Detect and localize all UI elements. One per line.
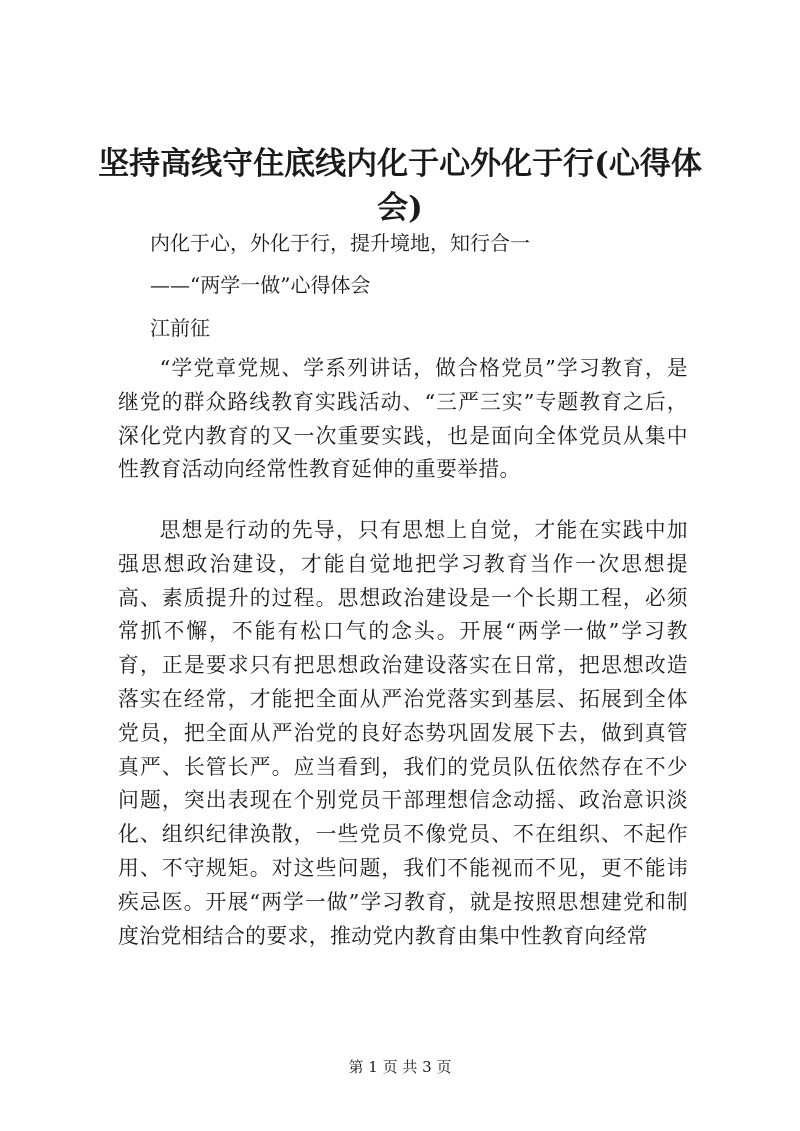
page-number-footer: 第 1 页 共 3 页 xyxy=(348,1058,452,1076)
subtitle-line-2: ——“两学一做”心得体会 xyxy=(150,273,371,297)
author-name: 江前征 xyxy=(150,316,210,340)
document-title: 坚持高线守住底线内化于心外化于行(心得体会) xyxy=(98,146,702,226)
body-paragraph-1: “学党章党规、学系列讲话，做合格党员”学习教育，是继党的群众路线教育实践活动、“三严三实”专题教育之后，深化党内教育的又一次重要实践，也是面向全体党员从集中性教育活动向经常性教育延伸的重要举措。 xyxy=(118,356,688,482)
body-paragraph-2: 思想是行动的先导，只有思想上自觉，才能在实践中加强思想政治建设，才能自觉地把学习教育当作一次思想提高、素质提升的过程。思想政治建设是一个长期工程，必须常抓不懈，不能有松口气的念头。开展“两学一做”学习教育，正是要求只有把思想政治建设落实在日常，把思想改造落实在经常，才能把全面从严治党落实到基层、拓展到全体党员，把全面从严治党的良好态势巩固发展下去，做到真管真严、长管长严。应当看到，我们的党员队伍依然存在不少问题，突出表现在个别党员干部理想信念动摇、政治意识淡化、组织纪律涣散，一些党员不像党员、不在组织、不起作用、不守规矩。对这些问题，我们不能视而不见，更不能讳疾忌医。开展“两学一做”学习教育，就是按照思想建党和制度治党相结合的要求，推动党内教育由集中性教育向经常 xyxy=(118,518,688,948)
subtitle-line-1: 内化于心，外化于行，提升境地，知行合一 xyxy=(150,231,530,255)
